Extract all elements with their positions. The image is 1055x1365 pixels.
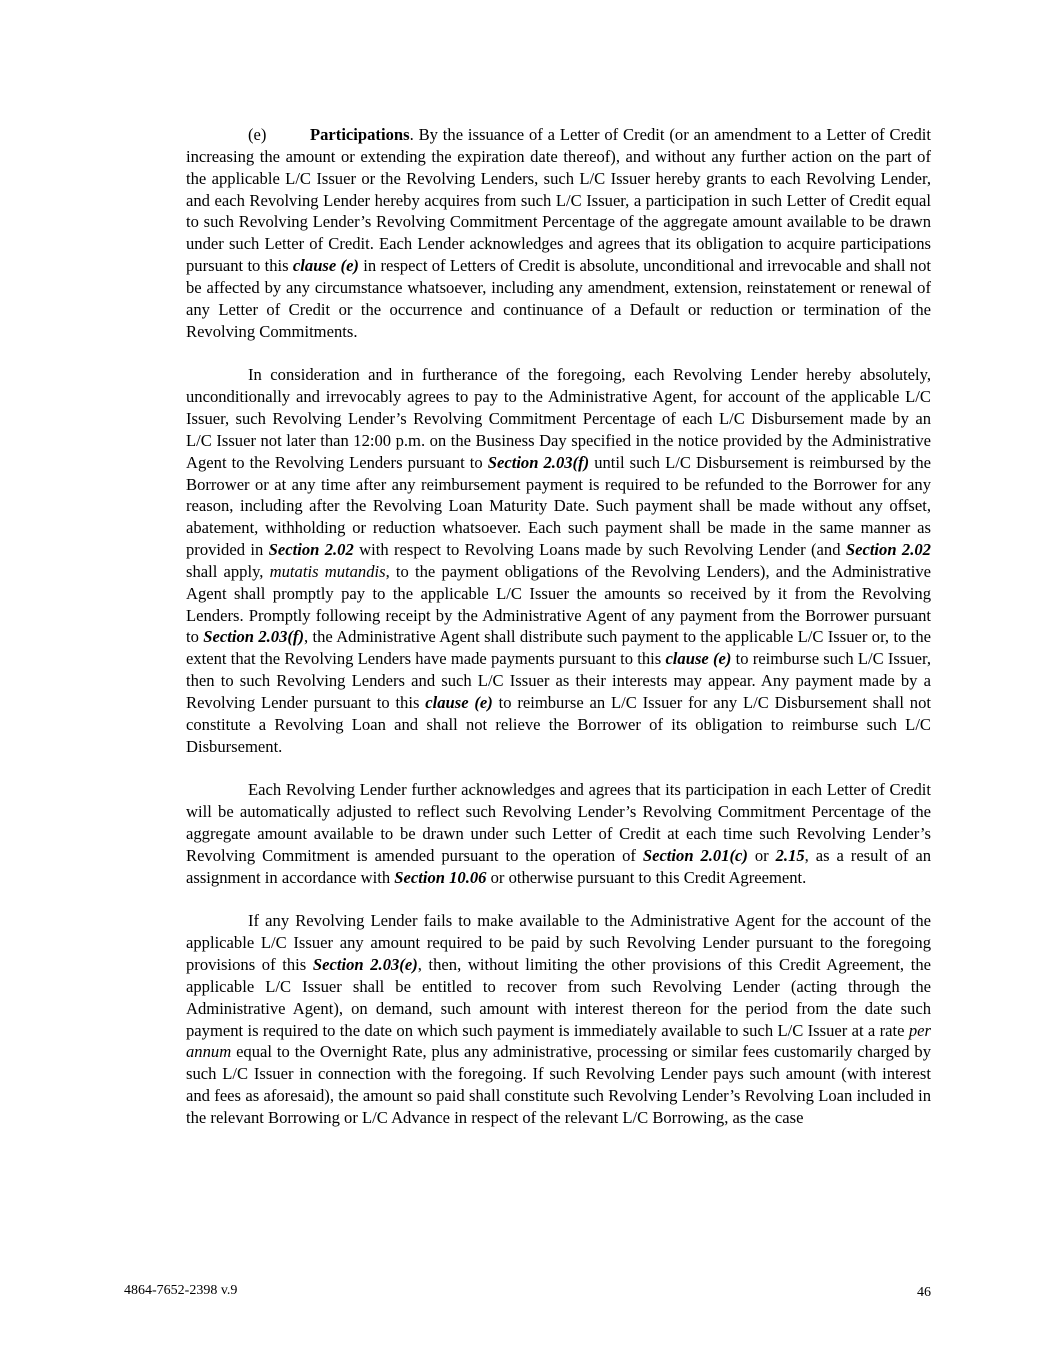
paragraph-adjustment: Each Revolving Lender further acknowledges and agrees that its participation in each Letter of Credit will be automatically adjusted to reflect such Revolving Lender’s Revolving Commitment Percentage of the aggregate amount available to be drawn under such Letter of Credit at each time such Revolving Lender’s Revolving Commitment is amended pursuant to the operation of Section 2.01(c) or 2.15, as a result of an assignment in accordance with Section 10.06 or otherwise pursuant to this Credit Agreement. xyxy=(186,780,931,887)
paragraph-participations: (e) Participations. By the issuance of a Letter of Credit (or an amendment to a Letter of Credit increasing the amount or extending the expiration date thereof), and without any further action on the part of the applicable L/C Issuer or the Revolving Lenders, such L/C Issuer hereby grants to each Revolving Lender, and each Revolving Lender hereby acquires from such L/C Issuer, a participation in such Letter of Credit equal to such Revolving Lender’s Revolving Commitment Percentage of the aggregate amount available to be drawn under such Letter of Credit. Each Lender acknowledges and agrees that its obligation to acquire participations pursuant to this clause (e) in respect of Letters of Credit is absolute, unconditional and irrevocable and shall not be affected by any circumstance whatsoever, including any amendment, extension, reinstatement or renewal of any Letter of Credit or the occurrence and continuance of a Default or reduction or termination of the Revolving Commitments. xyxy=(186,125,932,341)
cross-reference: 2.15 xyxy=(775,845,805,865)
cross-reference: clause (e) xyxy=(665,649,732,669)
clause-heading: Participations xyxy=(310,125,410,144)
cross-reference: Section 2.03(e) xyxy=(312,955,418,975)
document-body xyxy=(186,124,931,1129)
cross-reference: Section 2.01(c) xyxy=(642,845,748,865)
latin-phrase: mutatis mutandis xyxy=(269,561,386,581)
footer-page-number: 46 xyxy=(917,1285,931,1300)
cross-reference: Section 2.02 xyxy=(268,540,354,560)
cross-reference: clause (e) xyxy=(425,692,493,712)
latin-phrase: per annum xyxy=(186,1020,931,1062)
cross-reference: Section 2.03(f) xyxy=(487,452,590,472)
paragraph-consideration: In consideration and in furtherance of the foregoing, each Revolving Lender hereby absolutely, unconditionally and irrevocably agrees to pay to the Administrative Agent, for account of the applicable L/C Issuer, such Revolving Lender’s Revolving Commitment Percentage of each L/C Disbursement made by an L/C Issuer not later than 12:00 p.m. on the Business Day specified in the notice provided by the Administrative Agent to the Revolving Lenders pursuant to Section 2.03(f) until such L/C Disbursement is reimbursed by the Borrower or at any time after any reimbursement payment is required to be refunded to the Borrower for any reason, including after the Revolving Loan Maturity Date. Such payment shall be made without any offset, abatement, withholding or reduction whatsoever. Each such payment shall be made in the same manner as provided in Section 2.02 with respect to Revolving Loans made by such Revolving Lender (and Section 2.02 shall apply, mutatis mutandis, to the payment obligations of the Revolving Lenders), and the Administrative Agent shall promptly pay to the applicable L/C Issuer the amounts so received by it from the Revolving Lenders. Promptly following receipt by the Administrative Agent of any payment from the Borrower pursuant to Section 2.03(f), the Administrative Agent shall distribute such payment to the applicable L/C Issuer or, to the extent that the Revolving Lenders have made payments pursuant to this clause (e) to reimburse such L/C Issuer, then to such Revolving Lenders and such L/C Issuer as their interests may appear. Any payment made by a Revolving Lender pursuant to this clause (e) to reimburse an L/C Issuer for any L/C Disbursement shall not constitute a Revolving Loan and shall not relieve the Borrower of its obligation to reimburse such L/C Disbursement. xyxy=(186,365,932,756)
cross-reference: Section 2.03(f) xyxy=(203,627,304,647)
cross-reference: Section 10.06 xyxy=(394,867,487,887)
paragraph-failure-to-pay: If any Revolving Lender fails to make available to the Administrative Agent for the account of the applicable L/C Issuer any amount required to be paid by such Revolving Lender pursuant to the foregoing provisions of this Section 2.03(e), then, without limiting the other provisions of this Credit Agreement, the applicable L/C Issuer shall be entitled to recover from such Revolving Lender (acting through the Administrative Agent), on demand, such amount with interest thereon for the period from the date such payment is required to the date on which such payment is immediately available to such L/C Issuer at a rate per annum equal to the Overnight Rate, plus any administrative, processing or similar fees customarily charged by such L/C Issuer in connection with the foregoing. If such Revolving Lender pays such amount (with interest and fees as aforesaid), the amount so paid shall constitute such Revolving Lender’s Revolving Loan included in the relevant Borrowing or L/C Advance in respect of the relevant L/C Borrowing, as the case xyxy=(186,911,932,1127)
cross-reference: clause (e) xyxy=(292,256,359,276)
cross-reference: Section 2.02 xyxy=(845,540,931,560)
footer-document-id: 4864-7652-2398 v.9 xyxy=(124,1283,238,1298)
clause-label: (e) xyxy=(248,125,267,144)
